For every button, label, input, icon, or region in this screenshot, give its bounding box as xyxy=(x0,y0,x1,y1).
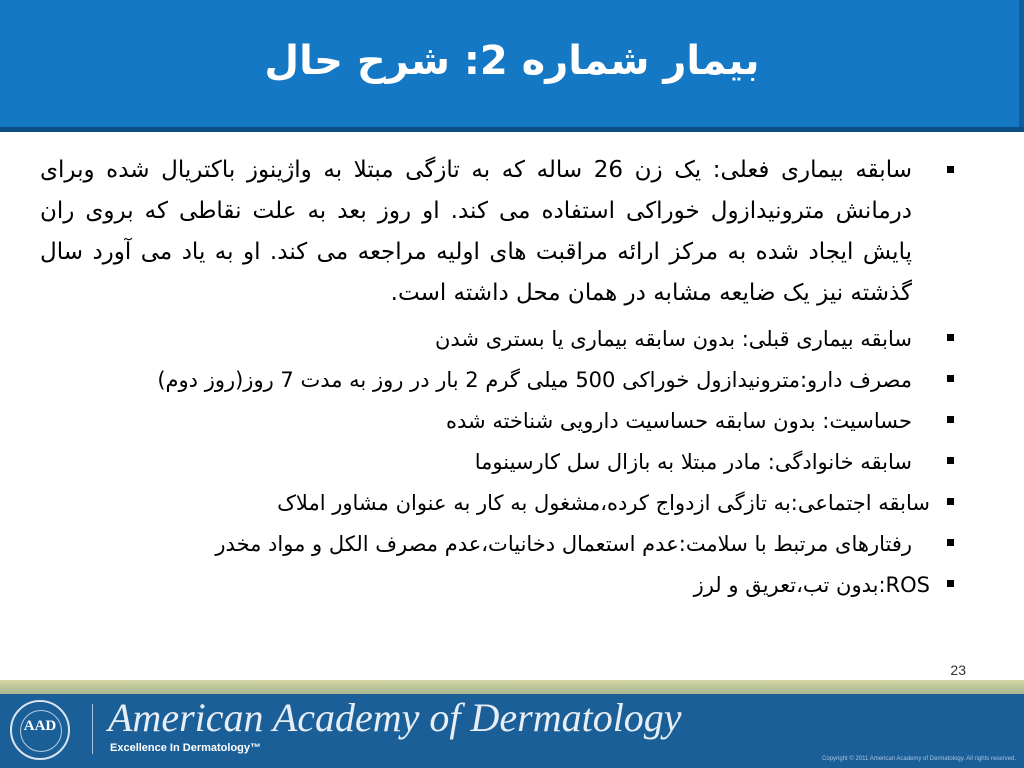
bullet-item xyxy=(40,488,960,519)
bullet-list xyxy=(40,150,960,611)
footer-divider xyxy=(92,704,93,754)
bullet-item xyxy=(40,529,960,560)
footer-stripe xyxy=(0,680,1024,694)
copyright-notice: Copyright © 2011 American Academy of Dermatology. All rights reserved. xyxy=(822,756,1016,762)
bullet-item xyxy=(40,150,960,314)
bullet-text-ros: ROS:بدون تب،تعریق و لرز xyxy=(693,573,930,597)
page-number: 23 xyxy=(950,662,966,678)
bullet-marker-icon xyxy=(947,580,954,587)
bullet-text-present-illness: سابقه بیماری فعلی: یک زن 26 ساله که به تازگی مبتلا به واژینوز باکتریال شده وبرای درمانش مترونیدازول خوراکی استفاده می کند. او روز بعد به علت نقاطی که بروی ران پایش ایجاد شده به مرکز ارائه مراقبت های اولیه مراجعه می کند. او به یاد می آورد سال گذشته نیز یک ضایعه مشابه در همان محل داشته است. xyxy=(40,157,912,306)
footer-banner xyxy=(0,680,1024,768)
bullet-item xyxy=(40,365,960,396)
bullet-marker-icon xyxy=(947,334,954,341)
bullet-marker-icon xyxy=(947,498,954,505)
bullet-text-medication: مصرف دارو:مترونیدازول خوراکی 500 میلی گرم 2 بار در روز به مدت 7 روز(روز دوم) xyxy=(157,368,912,392)
bullet-text-past-history: سابقه بیماری قبلی: بدون سابقه بیماری یا بستری شدن xyxy=(434,327,912,351)
bullet-item xyxy=(40,447,960,478)
bullet-marker-icon xyxy=(947,457,954,464)
title-bar-underline xyxy=(0,127,1024,132)
title-bar xyxy=(0,0,1024,132)
bullet-item xyxy=(40,570,960,601)
slide-title: بیمار شماره 2: شرح حال xyxy=(264,38,760,84)
organization-name: American Academy of Dermatology xyxy=(108,695,682,740)
bullet-item xyxy=(40,324,960,355)
bullet-marker-icon xyxy=(947,539,954,546)
seal-text: AAD xyxy=(23,718,57,734)
bullet-marker-icon xyxy=(947,166,954,173)
tagline: Excellence In Dermatology™ xyxy=(110,742,261,754)
aad-seal-logo xyxy=(10,700,70,760)
bullet-text-family-history: سابقه خانوادگی: مادر مبتلا به بازال سل کارسینوما xyxy=(474,450,912,474)
bullet-text-health-behaviors: رفتارهای مرتبط با سلامت:عدم استعمال دخانیات،عدم مصرف الکل و مواد مخدر xyxy=(215,532,912,556)
bullet-item xyxy=(40,406,960,437)
bullet-marker-icon xyxy=(947,416,954,423)
bullet-marker-icon xyxy=(947,375,954,382)
bullet-text-social-history: سابقه اجتماعی:به تازگی ازدواج کرده،مشغول به کار به عنوان مشاور املاک xyxy=(277,491,930,515)
bullet-text-allergy: حساسیت: بدون سابقه حساسیت دارویی شناخته شده xyxy=(446,409,912,433)
